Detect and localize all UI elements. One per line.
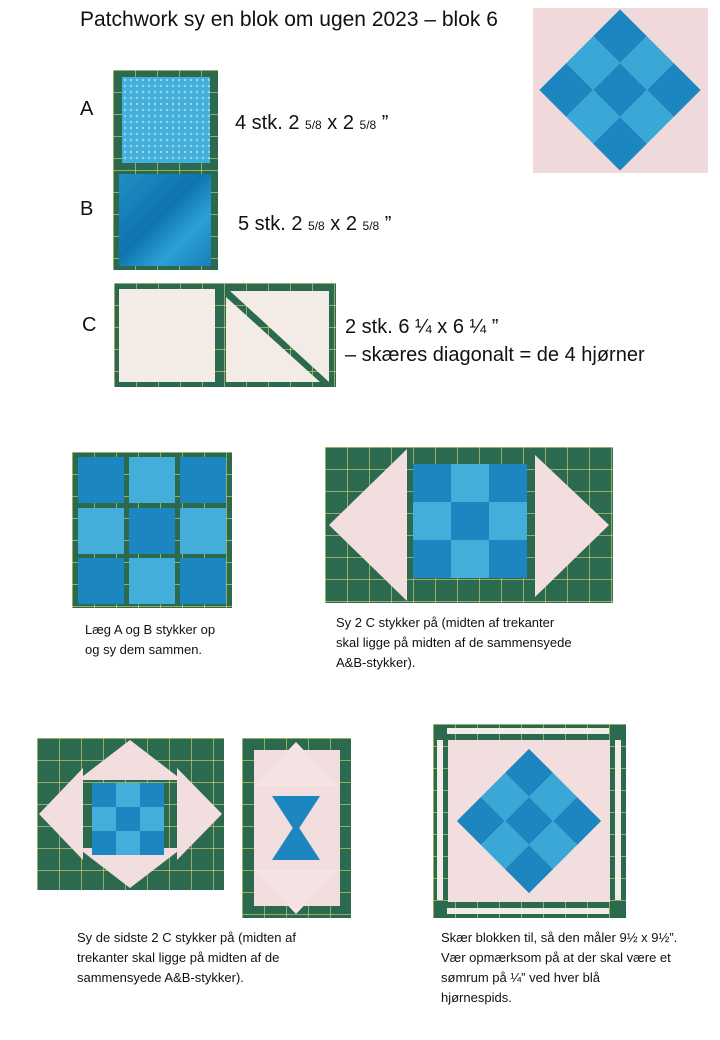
piece-a-unit: ”	[381, 112, 389, 134]
piece-c-line2: – skæres diagonalt = de 4 hjørner	[345, 344, 645, 366]
finished-block-photo	[533, 8, 708, 173]
piece-b-photo	[113, 170, 218, 270]
piece-b-letter: B	[80, 198, 94, 220]
step1-grid-illustration	[72, 452, 232, 608]
step2-line2: skal ligge på midten af de sammensyede	[336, 635, 572, 650]
step1-line1: Læg A og B stykker op	[85, 622, 216, 637]
step2-photo	[325, 447, 613, 603]
step3-photo-back	[242, 738, 351, 918]
piece-a-frac2: 5/8	[359, 118, 377, 132]
step3-caption	[77, 928, 367, 988]
piece-b-unit: ”	[384, 213, 392, 235]
piece-c-letter: C	[82, 314, 97, 336]
step3-photo-front	[37, 738, 224, 890]
step4-caption	[441, 928, 716, 1008]
step3-front-illustration	[37, 738, 224, 890]
piece-c-line1: 2 stk. 6 ¼ x 6 ¼ ”	[345, 316, 499, 338]
piece-c-illustration	[114, 283, 336, 387]
piece-b-fabric	[119, 174, 211, 266]
piece-b-measure	[238, 213, 391, 236]
piece-b-x: x 2	[330, 213, 357, 235]
piece-a-x: x 2	[327, 112, 354, 134]
step1-photo	[72, 452, 232, 608]
step1-line2: og sy dem sammen.	[85, 642, 203, 657]
step4-line2: Vær opmærksom på at der skal være et	[441, 950, 671, 965]
step2-line3: A&B-stykker).	[336, 655, 416, 670]
piece-b-frac2: 5/8	[362, 219, 380, 233]
step2-caption	[336, 613, 616, 673]
piece-a-letter: A	[80, 98, 94, 120]
step4-illustration	[433, 724, 626, 918]
piece-a-fabric	[122, 77, 210, 163]
step3-line1: Sy de sidste 2 C stykker på (midten af	[77, 930, 296, 945]
step3-back-illustration	[242, 738, 351, 918]
step4-photo	[433, 724, 626, 918]
piece-a-frac1: 5/8	[305, 118, 322, 132]
step1-caption	[85, 620, 285, 660]
step4-line1: Skær blokken til, så den måler 9½ x 9½”.	[441, 930, 678, 945]
step3-line3: sammensyede A&B-stykker).	[77, 970, 244, 985]
piece-c-photo	[114, 283, 336, 387]
step2-line1: Sy 2 C stykker på (midten af trekanter	[336, 615, 555, 630]
piece-b-frac1: 5/8	[308, 219, 325, 233]
piece-b-count: 5 stk. 2	[238, 213, 303, 235]
step2-illustration	[325, 447, 613, 603]
finished-block-illustration	[533, 8, 708, 173]
step3-line2: trekanter skal ligge på midten af de	[77, 950, 280, 965]
piece-a-photo	[113, 70, 218, 170]
page-title: Patchwork sy en blok om ugen 2023 – blok 6	[80, 8, 498, 31]
step4-line3: sømrum på ¼” ved hver blå	[441, 970, 600, 985]
piece-a-count: 4 stk. 2	[235, 112, 300, 134]
step4-line4: hjørnespids.	[441, 990, 512, 1005]
piece-a-measure	[235, 112, 388, 135]
